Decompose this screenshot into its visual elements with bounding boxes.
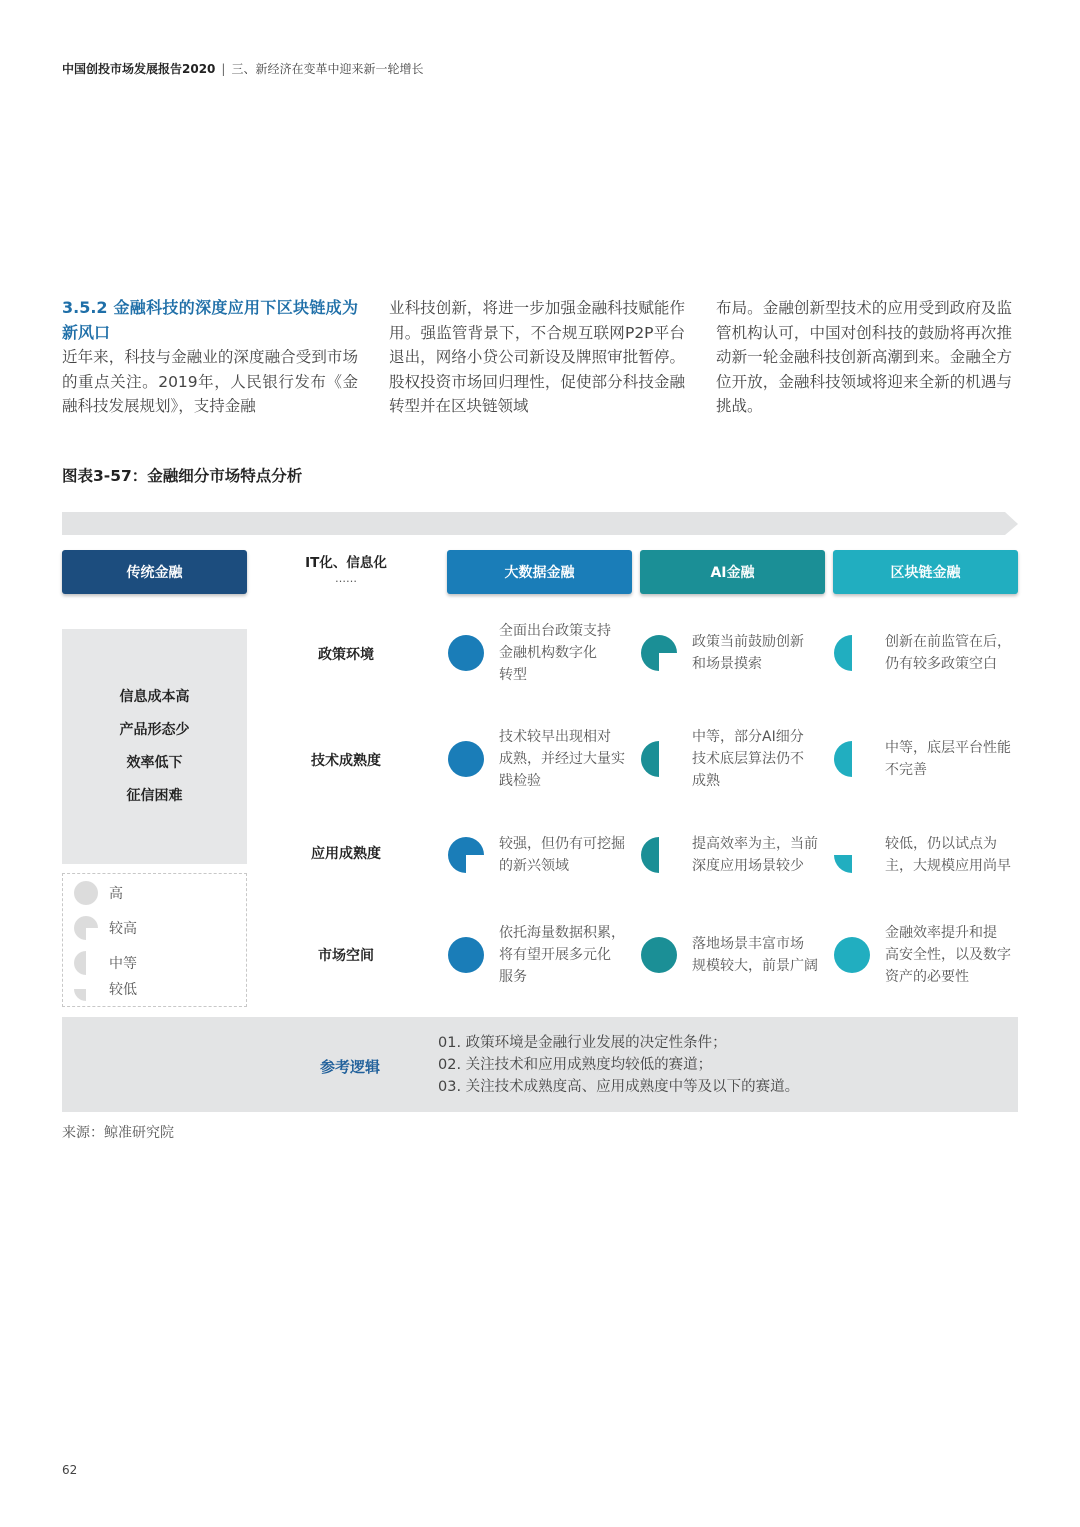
harvey-ball-icon (447, 634, 485, 672)
cell-policy-blockchain (833, 620, 1035, 686)
cell-text (692, 933, 830, 977)
harvey-ball-icon (73, 880, 99, 906)
figure-title: 图表3-57：金融细分市场特点分析 (62, 467, 303, 485)
text-line: 和场景摸索 (692, 656, 762, 672)
text-line: 技术底层算法仍不 (692, 751, 804, 767)
intro-column-3 (716, 296, 1012, 419)
big-data-finance-header (447, 550, 632, 594)
harvey-ball-fill (448, 937, 484, 973)
it-ellipsis: …… (335, 572, 357, 585)
traditional-finance-header (62, 550, 247, 594)
text-line: 资产的必要性 (885, 969, 969, 985)
text-line: 规模较大，前景广阔 (692, 958, 818, 974)
text-line: 中等，底层平台性能 (885, 740, 1011, 756)
text-line: 政策当前鼓励创新 (692, 634, 804, 650)
intro-body-2: 业科技创新，将进一步加强金融科技赋能作用。强监管背景下，不合规互联网P2P平台退出，网络小贷公司新设及牌照审批暂停。股权投资市场回归理性，促使部分科技金融转型并在区块链领域 (389, 299, 685, 415)
chapter-title: 三、新经济在变革中迎来新一轮增长 (231, 62, 424, 76)
row-label-market-space: 市场空间 (318, 948, 374, 964)
legend-item-fairly-high (73, 915, 137, 941)
legend-item-medium (73, 950, 137, 976)
ai-finance-header (640, 550, 825, 594)
reference-item: 01. 政策环境是金融行业发展的决定性条件； (438, 1035, 727, 1051)
harvey-ball-icon (833, 836, 871, 874)
harvey-ball-fill (74, 881, 98, 905)
ai-finance-label: AI金融 (710, 565, 755, 581)
cell-app-blockchain (833, 822, 1035, 888)
legend-label: 较高 (109, 921, 137, 937)
trait-item: 征信困难 (126, 787, 183, 804)
harvey-ball-fill (834, 855, 852, 873)
blockchain-finance-label: 区块链金融 (890, 565, 961, 581)
harvey-ball-icon (640, 836, 678, 874)
intro-column-2 (389, 296, 685, 419)
cell-text (885, 737, 1035, 781)
row-label-app-maturity: 应用成熟度 (311, 846, 381, 862)
cell-text (885, 922, 1035, 988)
harvey-ball-fill (641, 837, 659, 873)
harvey-ball-icon (833, 634, 871, 672)
text-line: 创新在前监管在后， (885, 634, 1011, 650)
text-line: 成熟，并经过大量实 (499, 751, 625, 767)
text-line: 落地场景丰富市场 (692, 936, 804, 952)
harvey-ball-icon (640, 740, 678, 778)
harvey-ball-fill (641, 635, 677, 671)
cell-app-bigdata (447, 822, 637, 888)
blockchain-finance-header (833, 550, 1018, 594)
text-line: 主，大规模应用尚早 (885, 858, 1011, 874)
harvey-ball-fill (74, 916, 98, 940)
report-title: 中国创投市场发展报告2020 (62, 62, 216, 76)
cell-tech-bigdata (447, 726, 637, 792)
harvey-ball-icon (447, 836, 485, 874)
cell-text (499, 833, 637, 877)
trait-item: 效率低下 (126, 754, 183, 771)
text-line: 仍有较多政策空白 (885, 656, 997, 672)
harvey-ball-icon (447, 740, 485, 778)
harvey-ball-icon (447, 936, 485, 974)
cell-tech-ai (640, 726, 830, 792)
harvey-ball-fill (74, 951, 86, 975)
text-line: 的新兴领域 (499, 858, 569, 874)
cell-tech-blockchain (833, 726, 1035, 792)
text-line: 成熟 (692, 773, 720, 789)
text-line: 金融机构数字化 (499, 645, 597, 661)
text-line: 较强，但仍有可挖掘 (499, 836, 625, 852)
cell-app-ai (640, 822, 830, 888)
progression-arrow (62, 512, 1020, 536)
cell-text (692, 833, 830, 877)
page-number: 62 (62, 1463, 78, 1477)
legend-label: 高 (109, 886, 123, 902)
harvey-ball-fill (448, 741, 484, 777)
cell-text (499, 726, 637, 792)
legend-item-low (73, 976, 137, 1002)
intro-column-1 (62, 296, 358, 419)
text-line: 金融效率提升和提 (885, 925, 997, 941)
text-line: 提高效率为主，当前 (692, 836, 818, 852)
harvey-ball-fill (834, 741, 852, 777)
trait-item: 信息成本高 (119, 688, 190, 705)
cell-market-bigdata (447, 920, 637, 990)
text-line: 较低，仍以试点为 (885, 836, 997, 852)
harvey-ball-icon (833, 740, 871, 778)
text-line: 依托海量数据积累， (499, 925, 625, 941)
text-line: 深度应用场景较少 (692, 858, 804, 874)
text-line: 高安全性，以及数字 (885, 947, 1011, 963)
harvey-ball-icon (833, 936, 871, 974)
cell-policy-ai (640, 620, 830, 686)
cell-text (885, 631, 1035, 675)
big-data-finance-label: 大数据金融 (504, 565, 575, 581)
figure-source: 来源：鲸准研究院 (62, 1125, 174, 1141)
text-line: 不完善 (885, 762, 927, 778)
legend-label: 较低 (109, 982, 137, 998)
reference-logic-label: 参考逻辑 (319, 1058, 380, 1076)
reference-logic-list (438, 1032, 799, 1098)
text-line: 技术较早出现相对 (499, 729, 611, 745)
intro-body-3: 布局。金融创新型技术的应用受到政府及监管机构认可，中国对创科技的鼓励将再次推动新一轮金融科技创新高潮到来。金融全方位开放，金融科技领域将迎来全新的机遇与挑战。 (716, 299, 1012, 415)
harvey-ball-icon (73, 976, 99, 1002)
harvey-ball-fill (448, 837, 484, 873)
legend-item-high (73, 880, 123, 906)
harvey-ball-icon (73, 950, 99, 976)
text-line: 践检验 (499, 773, 541, 789)
harvey-ball-fill (641, 741, 659, 777)
harvey-ball-fill (448, 635, 484, 671)
cell-text (692, 726, 830, 792)
cell-policy-bigdata (447, 620, 637, 686)
row-label-policy: 政策环境 (318, 647, 374, 663)
it-label: IT化、信息化 (305, 555, 387, 571)
running-header (62, 60, 423, 77)
reference-item: 03. 关注技术成熟度高、应用成熟度中等及以下的赛道。 (438, 1079, 800, 1095)
harvey-ball-icon (640, 634, 678, 672)
traditional-finance-label: 传统金融 (126, 565, 183, 581)
trait-item: 产品形态少 (119, 721, 190, 738)
harvey-ball-fill (74, 989, 86, 1001)
harvey-ball-fill (834, 635, 852, 671)
harvey-ball-icon (73, 915, 99, 941)
reference-item: 02. 关注技术和应用成熟度均较低的赛道； (438, 1057, 713, 1073)
harvey-ball-fill (641, 937, 677, 973)
cell-text (692, 631, 830, 675)
harvey-ball-fill (834, 937, 870, 973)
text-line: 全面出台政策支持 (499, 623, 611, 639)
text-line: 转型 (499, 667, 527, 683)
traditional-traits-box (62, 629, 247, 864)
intro-body-1: 近年来，科技与金融业的深度融合受到市场的重点关注。2019年，人民银行发布《金融科技发展规划》，支持金融 (62, 348, 358, 415)
cell-text (499, 620, 637, 686)
cell-text (499, 922, 637, 988)
legend (62, 873, 247, 1007)
text-line: 将有望开展多元化 (499, 947, 611, 963)
section-title: 3.5.2 金融科技的深度应用下区块链成为新风口 (62, 298, 358, 342)
header-separator: | (221, 62, 226, 76)
legend-label: 中等 (109, 956, 137, 972)
text-line: 服务 (499, 969, 527, 985)
row-label-tech-maturity: 技术成熟度 (311, 753, 381, 769)
text-line: 中等，部分AI细分 (692, 729, 804, 745)
cell-market-ai (640, 920, 830, 990)
cell-market-blockchain (833, 920, 1035, 990)
harvey-ball-icon (640, 936, 678, 974)
cell-text (885, 833, 1035, 877)
